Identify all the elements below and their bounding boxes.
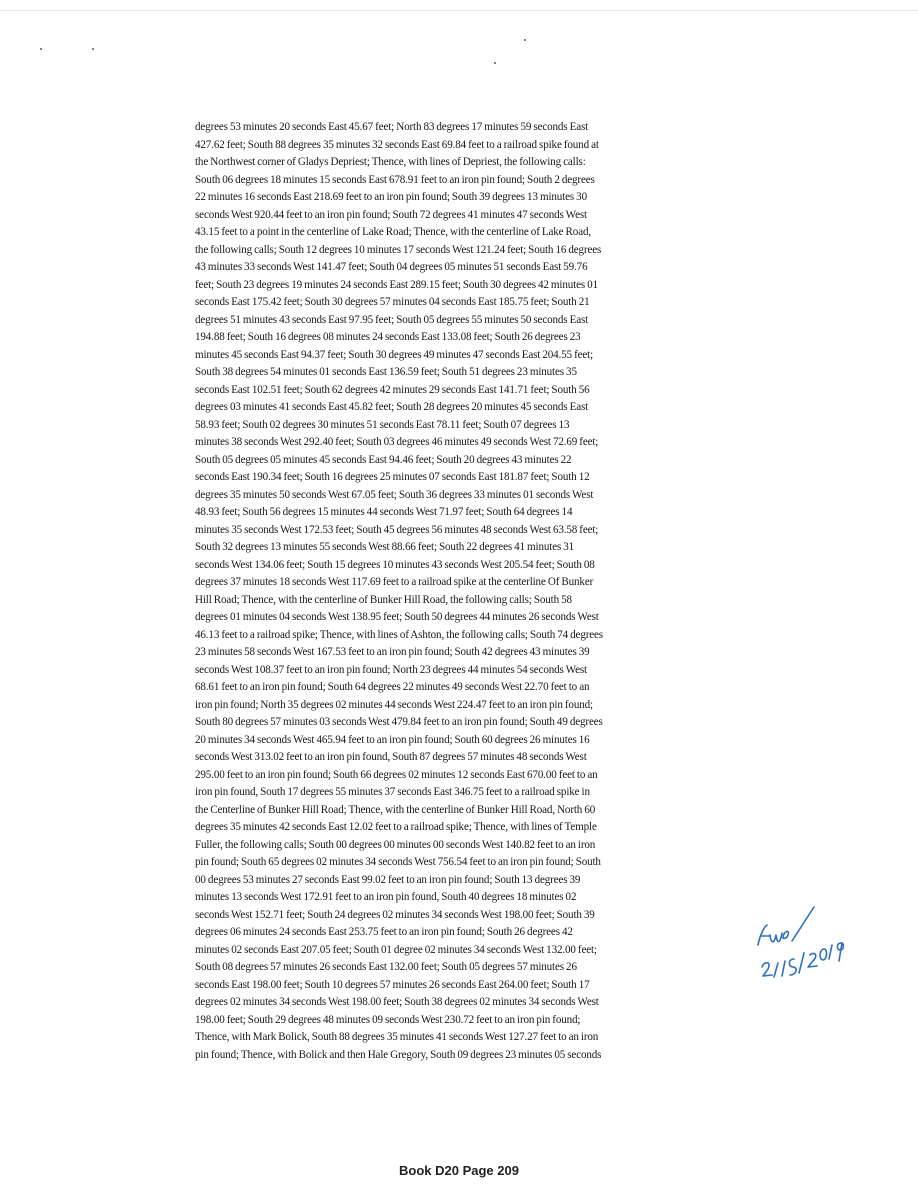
text-line: minutes 13 seconds West 172.91 feet to an iron pin found, South 40 degrees 18 minutes 02 bbox=[195, 891, 577, 903]
text-line: 43 minutes 33 seconds West 141.47 feet; South 04 degrees 05 minutes 51 seconds East 59.76 bbox=[195, 261, 588, 273]
text-line: degrees 51 minutes 43 seconds East 97.95 feet; South 05 degrees 55 minutes 50 seconds East bbox=[195, 313, 589, 326]
text-line: degrees 02 minutes 34 seconds West 198.00 feet; South 38 degrees 02 minutes 34 seconds West bbox=[195, 996, 599, 1008]
text-line: 00 degrees 53 minutes 27 seconds East 99.02 feet to an iron pin found; South 13 degrees 39 bbox=[195, 873, 581, 886]
text-line: the Northwest corner of Gladys Depriest; Thence, with lines of Depriest, the following calls: bbox=[195, 156, 586, 168]
text-line: degrees 35 minutes 50 seconds West 67.05 feet; South 36 degrees 33 minutes 01 seconds West bbox=[195, 488, 594, 501]
text-line: pin found; Thence, with Bolick and then Hale Gregory, South 09 degrees 23 minutes 05 seconds bbox=[195, 1048, 602, 1061]
text-line: degrees 06 minutes 24 seconds East 253.75 feet to an iron pin found; South 26 degrees 42 bbox=[195, 926, 573, 938]
scan-edge-line bbox=[0, 10, 918, 11]
scan-speck bbox=[524, 39, 526, 41]
text-line: degrees 01 minutes 04 seconds West 138.95 feet; South 50 degrees 44 minutes 26 seconds West bbox=[195, 611, 599, 623]
text-line: seconds East 175.42 feet; South 30 degrees 57 minutes 04 seconds East 185.75 feet; South 21 bbox=[195, 296, 590, 308]
text-line: 58.93 feet; South 02 degrees 30 minutes 51 seconds East 78.11 feet; South 07 degrees 13 bbox=[195, 418, 570, 431]
text-line: degrees 37 minutes 18 seconds West 117.69 feet to a railroad spike at the centerline Of Bunker bbox=[195, 576, 594, 588]
text-line: 23 minutes 58 seconds West 167.53 feet to an iron pin found; South 42 degrees 43 minutes 39 bbox=[195, 646, 590, 658]
text-line: Fuller, the following calls; South 00 degrees 00 minutes 00 seconds West 140.82 feet to an iron bbox=[195, 838, 596, 851]
text-line: iron pin found, South 17 degrees 55 minutes 37 seconds East 346.75 feet to a railroad spike in bbox=[195, 786, 590, 798]
text-line: minutes 35 seconds West 172.53 feet; South 45 degrees 56 minutes 48 seconds West 63.58 feet; bbox=[195, 523, 599, 536]
text-line: iron pin found; North 35 degrees 02 minutes 44 seconds West 224.47 feet to an iron pin found; bbox=[195, 698, 593, 711]
text-line: 43.15 feet to a point in the centerline of Lake Road; Thence, with the centerline of Lake Road, bbox=[195, 226, 591, 238]
text-line: South 32 degrees 13 minutes 55 seconds West 88.66 feet; South 22 degrees 41 minutes 31 bbox=[195, 541, 575, 553]
scan-speck bbox=[40, 48, 42, 50]
text-line: seconds West 920.44 feet to an iron pin found; South 72 degrees 41 minutes 47 seconds West bbox=[195, 208, 587, 221]
text-line: Hill Road; Thence, with the centerline of Bunker Hill Road, the following calls; South 58 bbox=[195, 593, 572, 606]
text-line: 295.00 feet to an iron pin found; South 66 degrees 02 minutes 12 seconds East 670.00 feet to an bbox=[195, 768, 598, 781]
handwritten-initials-date bbox=[752, 905, 862, 990]
book-page-footer: Book D20 Page 209 bbox=[399, 1163, 519, 1178]
text-line: South 08 degrees 57 minutes 26 seconds East 132.00 feet; South 05 degrees 57 minutes 26 bbox=[195, 961, 577, 973]
text-line: 427.62 feet; South 88 degrees 35 minutes 32 seconds East 69.84 feet to a railroad spike found at bbox=[195, 138, 599, 151]
text-line: 20 minutes 34 seconds West 465.94 feet to an iron pin found; South 60 degrees 26 minutes 16 bbox=[195, 733, 590, 746]
text-line: South 06 degrees 18 minutes 15 seconds East 678.91 feet to an iron pin found; South 2 degrees bbox=[195, 173, 595, 186]
text-line: seconds West 313.02 feet to an iron pin found, South 87 degrees 57 minutes 48 seconds West bbox=[195, 751, 587, 763]
text-line: feet; South 23 degrees 19 minutes 24 seconds East 289.15 feet; South 30 degrees 42 minutes 01 bbox=[195, 278, 598, 291]
text-line: 194.88 feet; South 16 degrees 08 minutes 24 seconds East 133.08 feet; South 26 degrees 23 bbox=[195, 331, 581, 343]
text-line: South 80 degrees 57 minutes 03 seconds West 479.84 feet to an iron pin found; South 49 degrees bbox=[195, 716, 603, 728]
text-line: degrees 03 minutes 41 seconds East 45.82 feet; South 28 degrees 20 minutes 45 seconds East bbox=[195, 401, 589, 413]
text-line: minutes 45 seconds East 94.37 feet; South 30 degrees 49 minutes 47 seconds East 204.55 feet; bbox=[195, 348, 594, 361]
text-line: seconds East 190.34 feet; South 16 degrees 25 minutes 07 seconds East 181.87 feet; South 12 bbox=[195, 471, 590, 483]
text-line: minutes 02 seconds East 207.05 feet; South 01 degree 02 minutes 34 seconds West 132.00 feet; bbox=[195, 943, 597, 956]
text-line: pin found; South 65 degrees 02 minutes 34 seconds West 756.54 feet to an iron pin found; South bbox=[195, 856, 601, 868]
text-line: Thence, with Mark Bolick, South 88 degrees 35 minutes 41 seconds West 127.27 feet to an iron bbox=[195, 1031, 599, 1043]
text-line: 46.13 feet to a railroad spike; Thence, with lines of Ashton, the following calls; South 74 degrees bbox=[195, 628, 603, 641]
scan-speck bbox=[494, 62, 496, 64]
text-line: 48.93 feet; South 56 degrees 15 minutes 44 seconds West 71.97 feet; South 64 degrees 14 bbox=[195, 506, 573, 518]
text-line: seconds East 198.00 feet; South 10 degrees 57 minutes 26 seconds East 264.00 feet; South 17 bbox=[195, 978, 590, 991]
text-line: degrees 35 minutes 42 seconds East 12.02 feet to a railroad spike; Thence, with lines of Temple bbox=[195, 821, 597, 833]
text-line: 68.61 feet to an iron pin found; South 64 degrees 22 minutes 49 seconds West 22.70 feet to an bbox=[195, 681, 590, 693]
text-line: seconds West 134.06 feet; South 15 degrees 10 minutes 43 seconds West 205.54 feet; South 08 bbox=[195, 558, 595, 571]
text-line: degrees 53 minutes 20 seconds East 45.67 feet; North 83 degrees 17 minutes 59 seconds East bbox=[195, 121, 589, 133]
text-line: 22 minutes 16 seconds East 218.69 feet to an iron pin found; South 39 degrees 13 minutes 30 bbox=[195, 191, 587, 203]
text-line: the Centerline of Bunker Hill Road; Thence, with the centerline of Bunker Hill Road, North 60 bbox=[195, 803, 596, 816]
text-line: minutes 38 seconds West 292.40 feet; South 03 degrees 46 minutes 49 seconds West 72.69 feet; bbox=[195, 436, 599, 448]
text-line: seconds East 102.51 feet; South 62 degrees 42 minutes 29 seconds East 141.71 feet; South 56 bbox=[195, 383, 590, 396]
text-line: South 38 degrees 54 minutes 01 seconds East 136.59 feet; South 51 degrees 23 minutes 35 bbox=[195, 366, 577, 378]
text-line: seconds West 152.71 feet; South 24 degrees 02 minutes 34 seconds West 198.00 feet; South 39 bbox=[195, 908, 595, 921]
legal-description-text bbox=[195, 119, 723, 1064]
text-line: South 05 degrees 05 minutes 45 seconds East 94.46 feet; South 20 degrees 43 minutes 22 bbox=[195, 453, 572, 466]
scan-speck bbox=[92, 48, 94, 50]
text-line: 198.00 feet; South 29 degrees 48 minutes 09 seconds West 230.72 feet to an iron pin found; bbox=[195, 1013, 581, 1026]
text-line: the following calls; South 12 degrees 10 minutes 17 seconds West 121.24 feet; South 16 degrees bbox=[195, 243, 602, 256]
text-line: seconds West 108.37 feet to an iron pin found; North 23 degrees 44 minutes 54 seconds West bbox=[195, 663, 587, 676]
